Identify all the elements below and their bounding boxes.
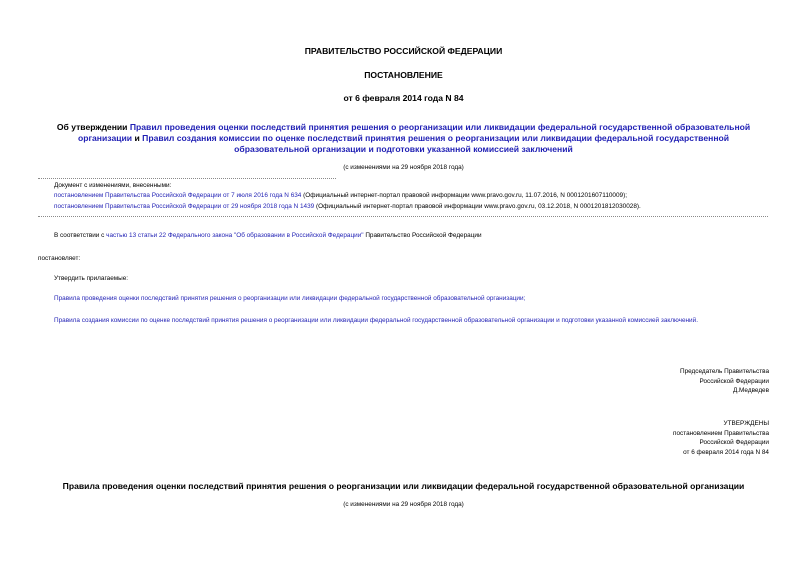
amendments-heading: Документ с изменениями, внесенными:	[54, 182, 172, 189]
legal-basis-link[interactable]: частью 13 статьи 22 Федерального закона "Об образовании в Российской Федерации"	[106, 232, 364, 239]
approval-date: от 6 февраля 2014 года N 84	[683, 448, 769, 456]
signature-country: Российской Федерации	[699, 377, 769, 385]
signature-name: Д.Медведев	[732, 387, 769, 394]
amendments-bottom-divider	[38, 216, 768, 217]
government-heading: ПРАВИТЕЛЬСТВО РОССИЙСКОЙ ФЕДЕРАЦИИ	[304, 46, 503, 56]
approve-line: Утвердить прилагаемые:	[54, 275, 129, 282]
rules-title: Правила проведения оценки последствий принятия решения о реорганизации или ликвидации федеральной государственной образовательной организации	[62, 481, 745, 491]
rule-link-commission[interactable]: Правила создания комиссии по оценке последствий принятия решения о реорганизации или ликвидации федеральной государственной образовательной организации и подготовки указанной комиссией заключений.	[54, 317, 698, 324]
amendments-top-divider	[38, 178, 336, 179]
rule-link-assessment[interactable]: Правила проведения оценки последствий принятия решения о реорганизации или ликвидации федеральной государственной образовательной организации;	[54, 295, 526, 302]
approval-by: постановлением Правительства	[673, 429, 769, 437]
amendment-source: (Официальный интернет-портал правовой информации www.pravo.gov.ru, 11.07.2016, N 0001201607110009);	[301, 192, 627, 199]
approval-country: Российской Федерации	[699, 439, 769, 446]
title-middle: и	[132, 133, 143, 143]
document-type: ПОСТАНОВЛЕНИЕ	[364, 70, 443, 80]
approval-word: УТВЕРЖДЕНЫ	[723, 420, 769, 427]
amendment-link[interactable]: постановлением Правительства Российской Федерации от 7 июля 2016 года N 634	[54, 192, 302, 199]
rules-revision-note: (с изменениями на 29 ноября 2018 года)	[343, 501, 464, 508]
amendment-link[interactable]: постановлением Правительства Российской Федерации от 29 ноября 2018 года N 1439	[54, 203, 315, 210]
approval-block	[673, 419, 769, 457]
decrees-word: постановляет:	[38, 255, 81, 262]
document-title	[40, 122, 767, 155]
signature-block	[680, 367, 769, 396]
amendment-item	[54, 203, 641, 210]
signature-position: Председатель Правительства	[680, 368, 769, 375]
legal-basis	[54, 232, 482, 239]
title-link-rules-commission[interactable]: Правил создания комиссии по оценке последствий принятия решения о реорганизации или ликвидации федеральной государственной образовательной организации и подготовки указанной комиссией заключений	[142, 133, 730, 154]
amendment-source: (Официальный интернет-портал правовой информации www.pravo.gov.ru, 03.12.2018, N 0001201812030028).	[314, 203, 641, 210]
document-date-number: от 6 февраля 2014 года N 84	[343, 93, 464, 103]
amendment-item	[54, 192, 627, 199]
revision-note: (с изменениями на 29 ноября 2018 года)	[343, 164, 464, 171]
title-prefix: Об утверждении	[56, 122, 130, 132]
legal-basis-suffix: Правительство Российской Федерации	[363, 232, 482, 239]
legal-basis-prefix: В соответствии с	[54, 232, 107, 239]
title-link-rules-assessment[interactable]: Правил проведения оценки последствий принятия решения о реорганизации или ликвидации федеральной государственной образовательной организации	[77, 122, 751, 143]
